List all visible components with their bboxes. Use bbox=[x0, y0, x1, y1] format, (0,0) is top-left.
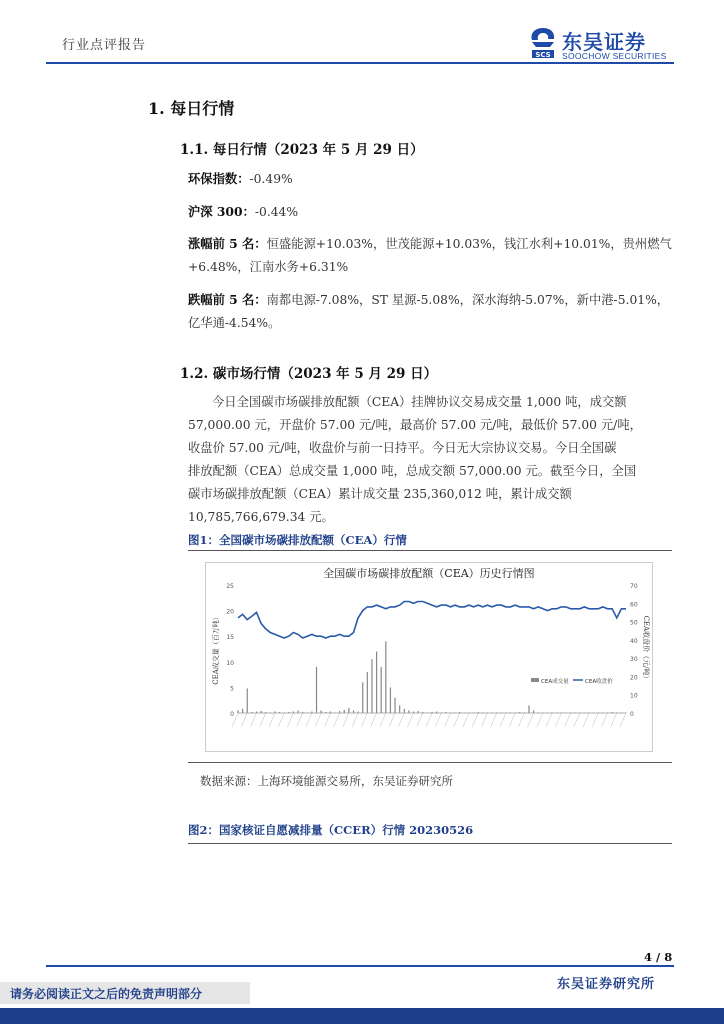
env-index-label: 环保指数： bbox=[188, 171, 250, 186]
footer-bar bbox=[0, 1008, 724, 1024]
volume-bar bbox=[570, 712, 571, 713]
right-tick-label: 20 bbox=[630, 674, 638, 682]
volume-bar bbox=[491, 712, 492, 713]
x-tick-mark bbox=[491, 713, 497, 727]
x-tick-mark bbox=[528, 713, 534, 727]
carbon-line-4: 排放配额（CEA）总成交量 1,000 吨，总成交额 57,000.00 元。截至今日，全国 bbox=[188, 464, 637, 478]
volume-bar bbox=[584, 712, 585, 713]
right-tick-label: 0 bbox=[630, 711, 634, 718]
x-tick-mark bbox=[297, 713, 303, 727]
volume-bar bbox=[371, 659, 372, 713]
price-line bbox=[238, 602, 626, 639]
x-tick-mark bbox=[444, 713, 450, 727]
x-tick-mark bbox=[565, 713, 571, 727]
section-1-2-title: 1.2. 碳市场行情（2023 年 5 月 29 日） bbox=[180, 366, 438, 382]
volume-bar bbox=[339, 711, 340, 713]
volume-bar bbox=[302, 712, 303, 713]
volume-bar bbox=[353, 710, 354, 713]
right-tick-label: 40 bbox=[630, 637, 638, 645]
volume-bar bbox=[247, 688, 248, 713]
volume-bar bbox=[593, 712, 594, 713]
volume-bar bbox=[607, 712, 608, 713]
volume-bar bbox=[431, 712, 432, 713]
volume-bar bbox=[598, 712, 599, 713]
figure-1-top-rule bbox=[188, 550, 672, 551]
volume-bar bbox=[418, 711, 419, 713]
volume-bar bbox=[441, 712, 442, 713]
volume-bar bbox=[450, 712, 451, 713]
footer-institute: 东吴证券研究所 bbox=[557, 977, 656, 992]
x-tick-mark bbox=[278, 713, 284, 727]
disclaimer-box bbox=[0, 982, 250, 1004]
y-axis-label-left: CEA成交量（百万吨） bbox=[212, 613, 220, 685]
volume-bar bbox=[487, 712, 488, 713]
volume-bar bbox=[616, 712, 617, 713]
x-tick-mark bbox=[306, 713, 312, 727]
volume-bar bbox=[445, 712, 446, 713]
volume-bar bbox=[505, 712, 506, 713]
volume-bar bbox=[362, 682, 363, 713]
right-tick-label: 70 bbox=[630, 583, 638, 590]
top5-up-paragraph bbox=[188, 232, 672, 279]
carbon-line-1: 今日全国碳市场碳排放配额（CEA）挂牌协议交易成交量 1,000 吨，成交额 bbox=[212, 395, 627, 409]
section-1-title: 1. 每日行情 bbox=[148, 99, 235, 118]
header-divider bbox=[46, 62, 674, 64]
volume-bar bbox=[454, 712, 455, 713]
footer-divider bbox=[46, 965, 674, 967]
volume-bar bbox=[260, 711, 261, 713]
volume-bar bbox=[394, 698, 395, 713]
company-logo bbox=[528, 26, 678, 66]
volume-bar bbox=[422, 712, 423, 713]
cea-chart bbox=[206, 563, 652, 751]
logo-mark-icon bbox=[528, 26, 558, 60]
volume-bar bbox=[404, 709, 405, 713]
volume-bar bbox=[413, 711, 414, 713]
x-tick-mark bbox=[408, 713, 414, 727]
volume-bar bbox=[321, 710, 322, 713]
volume-bar bbox=[496, 712, 497, 713]
volume-bar bbox=[575, 712, 576, 713]
x-tick-mark bbox=[583, 713, 589, 727]
x-tick-mark bbox=[546, 713, 552, 727]
x-tick-mark bbox=[472, 713, 478, 727]
volume-bar bbox=[408, 710, 409, 713]
x-tick-mark bbox=[481, 713, 487, 727]
volume-bar bbox=[293, 711, 294, 713]
legend-volume-swatch bbox=[531, 678, 539, 682]
top5-down-paragraph bbox=[188, 288, 672, 335]
volume-bar bbox=[242, 709, 243, 713]
volume-bar bbox=[542, 712, 543, 713]
section-1-1-title: 1.1. 每日行情（2023 年 5 月 29 日） bbox=[180, 142, 424, 158]
x-tick-mark bbox=[463, 713, 469, 727]
x-tick-mark bbox=[620, 713, 626, 727]
volume-bar bbox=[344, 710, 345, 713]
volume-bar bbox=[357, 711, 358, 713]
volume-bar bbox=[612, 712, 613, 713]
left-tick-label: 0 bbox=[230, 711, 234, 718]
legend-price-label: CEA收盘价 bbox=[585, 679, 613, 685]
carbon-line-2-row bbox=[188, 414, 672, 437]
top5-down-line1: 南都电源-7.08%，ST 星源-5.08%，深水海纳-5.07%，新中港-5.01%， bbox=[266, 293, 670, 307]
volume-bar bbox=[348, 708, 349, 713]
carbon-line-6-row bbox=[188, 506, 672, 529]
x-tick-mark bbox=[454, 713, 460, 727]
carbon-line-3-row bbox=[188, 437, 672, 460]
volume-bar bbox=[482, 712, 483, 713]
volume-bar bbox=[334, 712, 335, 713]
x-tick-mark bbox=[389, 713, 395, 727]
top5-up-line2: +6.48%，江南水务+6.31% bbox=[188, 260, 349, 274]
logo-en-text: SOOCHOW SECURITIES bbox=[562, 51, 667, 61]
carbon-line-3: 收盘价 57.00 元/吨，收盘价与前一日持平。今日无大宗协议交易。今日全国碳 bbox=[188, 441, 617, 455]
carbon-line-5: 碳市场碳排放配额（CEA）累计成交量 235,360,012 吨，累计成交额 bbox=[188, 487, 572, 501]
right-tick-label: 50 bbox=[630, 619, 638, 627]
x-tick-mark bbox=[260, 713, 266, 727]
x-tick-mark bbox=[250, 713, 256, 727]
volume-bar bbox=[367, 672, 368, 713]
x-tick-mark bbox=[241, 713, 247, 727]
volume-bar bbox=[625, 712, 626, 713]
x-tick-mark bbox=[592, 713, 598, 727]
hs300-label: 沪深 300： bbox=[188, 204, 255, 219]
volume-bar bbox=[284, 712, 285, 713]
volume-bar bbox=[399, 705, 400, 713]
volume-bar bbox=[459, 712, 460, 713]
env-index-value: -0.49% bbox=[249, 172, 293, 186]
carbon-line-6: 10,785,766,679.34 元。 bbox=[188, 510, 334, 524]
chart-title: 全国碳市场碳排放配额（CEA）历史行情图 bbox=[323, 567, 535, 580]
hs300-line bbox=[188, 200, 672, 224]
x-tick-mark bbox=[518, 713, 524, 727]
volume-bar bbox=[538, 712, 539, 713]
figure-1-caption: 图1：全国碳市场碳排放配额（CEA）行情 bbox=[188, 533, 407, 547]
volume-bar bbox=[579, 712, 580, 713]
carbon-line-2: 57,000.00 元，开盘价 57.00 元/吨，最高价 57.00 元/吨，最低价 57.00 元/吨， bbox=[188, 418, 642, 432]
left-tick-label: 25 bbox=[226, 583, 234, 590]
page-number: 4 / 8 bbox=[644, 950, 673, 964]
volume-bar bbox=[556, 712, 557, 713]
x-tick-mark bbox=[417, 713, 423, 727]
figure-1-bottom-rule bbox=[188, 762, 672, 763]
top5-down-label: 跌幅前 5 名： bbox=[188, 292, 267, 307]
top5-up-line1: 恒盛能源+10.03%，世茂能源+10.03%，钱江水利+10.01%，贵州燃气 bbox=[266, 237, 672, 251]
volume-bar bbox=[288, 712, 289, 713]
x-tick-mark bbox=[537, 713, 543, 727]
env-index-line bbox=[188, 167, 672, 191]
volume-bar bbox=[519, 712, 520, 713]
figure-2-caption: 图2：国家核证自愿减排量（CCER）行情 20230526 bbox=[188, 823, 474, 837]
volume-bar bbox=[256, 711, 257, 713]
volume-bar bbox=[297, 710, 298, 713]
cea-chart-frame bbox=[205, 562, 653, 752]
carbon-market-paragraph bbox=[188, 391, 672, 414]
x-tick-mark bbox=[426, 713, 432, 727]
left-tick-label: 5 bbox=[230, 685, 234, 693]
volume-bar bbox=[621, 712, 622, 713]
volume-bar bbox=[307, 712, 308, 713]
figure-1-source: 数据来源：上海环境能源交易所，东吴证券研究所 bbox=[200, 774, 453, 788]
volume-bar bbox=[251, 712, 252, 713]
disclaimer-text: 请务必阅读正文之后的免责声明部分 bbox=[10, 987, 203, 1001]
left-tick-label: 20 bbox=[226, 608, 234, 616]
x-tick-mark bbox=[611, 713, 617, 727]
x-tick-mark bbox=[287, 713, 293, 727]
x-tick-mark bbox=[435, 713, 441, 727]
volume-bar bbox=[533, 710, 534, 713]
volume-bar bbox=[602, 712, 603, 713]
x-tick-mark bbox=[398, 713, 404, 727]
x-tick-mark bbox=[574, 713, 580, 727]
logo-cn-text: 东吴证券 bbox=[562, 30, 646, 54]
volume-bar bbox=[274, 711, 275, 713]
right-tick-label: 60 bbox=[630, 601, 638, 609]
x-tick-mark bbox=[269, 713, 275, 727]
right-tick-label: 10 bbox=[630, 692, 638, 700]
x-tick-mark bbox=[380, 713, 386, 727]
x-tick-mark bbox=[500, 713, 506, 727]
hs300-value: -0.44% bbox=[254, 205, 299, 219]
volume-bar bbox=[464, 712, 465, 713]
volume-bar bbox=[588, 712, 589, 713]
volume-bar bbox=[478, 712, 479, 713]
volume-bar bbox=[237, 710, 238, 713]
volume-bar bbox=[561, 712, 562, 713]
x-tick-mark bbox=[315, 713, 321, 727]
y-axis-label-right: CEA收盘价（元/吨） bbox=[642, 615, 650, 683]
volume-bar bbox=[381, 667, 382, 713]
x-tick-mark bbox=[509, 713, 515, 727]
x-tick-mark bbox=[602, 713, 608, 727]
carbon-line-5-row bbox=[188, 483, 672, 506]
x-tick-mark bbox=[343, 713, 349, 727]
volume-bar bbox=[376, 652, 377, 713]
volume-bar bbox=[473, 712, 474, 713]
volume-bar bbox=[427, 712, 428, 713]
x-tick-mark bbox=[324, 713, 330, 727]
left-tick-label: 15 bbox=[226, 634, 234, 642]
volume-bar bbox=[515, 712, 516, 713]
volume-bar bbox=[565, 712, 566, 713]
x-tick-mark bbox=[555, 713, 561, 727]
x-tick-mark bbox=[371, 713, 377, 727]
volume-bar bbox=[325, 712, 326, 713]
volume-bar bbox=[279, 712, 280, 713]
top5-up-label: 涨幅前 5 名： bbox=[188, 236, 267, 251]
legend-volume-label: CEA成交量 bbox=[541, 679, 569, 685]
volume-bar bbox=[385, 641, 386, 713]
volume-bar bbox=[436, 711, 437, 713]
volume-bar bbox=[265, 712, 266, 713]
volume-bar bbox=[330, 711, 331, 713]
volume-bar bbox=[547, 712, 548, 713]
volume-bar bbox=[501, 712, 502, 713]
volume-bar bbox=[468, 712, 469, 713]
figure-2-top-rule bbox=[188, 843, 672, 844]
volume-bar bbox=[390, 687, 391, 713]
logo-mark-text: SCS bbox=[535, 51, 551, 59]
volume-bar bbox=[528, 705, 529, 713]
left-tick-label: 10 bbox=[226, 659, 234, 667]
volume-bar bbox=[311, 711, 312, 713]
right-tick-label: 30 bbox=[630, 656, 638, 664]
x-tick-mark bbox=[361, 713, 367, 727]
report-type-label: 行业点评报告 bbox=[62, 38, 147, 53]
x-tick-mark bbox=[352, 713, 358, 727]
volume-bar bbox=[270, 712, 271, 713]
volume-bar bbox=[551, 712, 552, 713]
x-tick-mark bbox=[334, 713, 340, 727]
volume-bar bbox=[524, 712, 525, 713]
volume-bar bbox=[316, 667, 317, 713]
carbon-line-4-row bbox=[188, 460, 672, 483]
volume-bar bbox=[510, 712, 511, 713]
top5-down-line2: 亿华通-4.54%。 bbox=[188, 316, 281, 330]
